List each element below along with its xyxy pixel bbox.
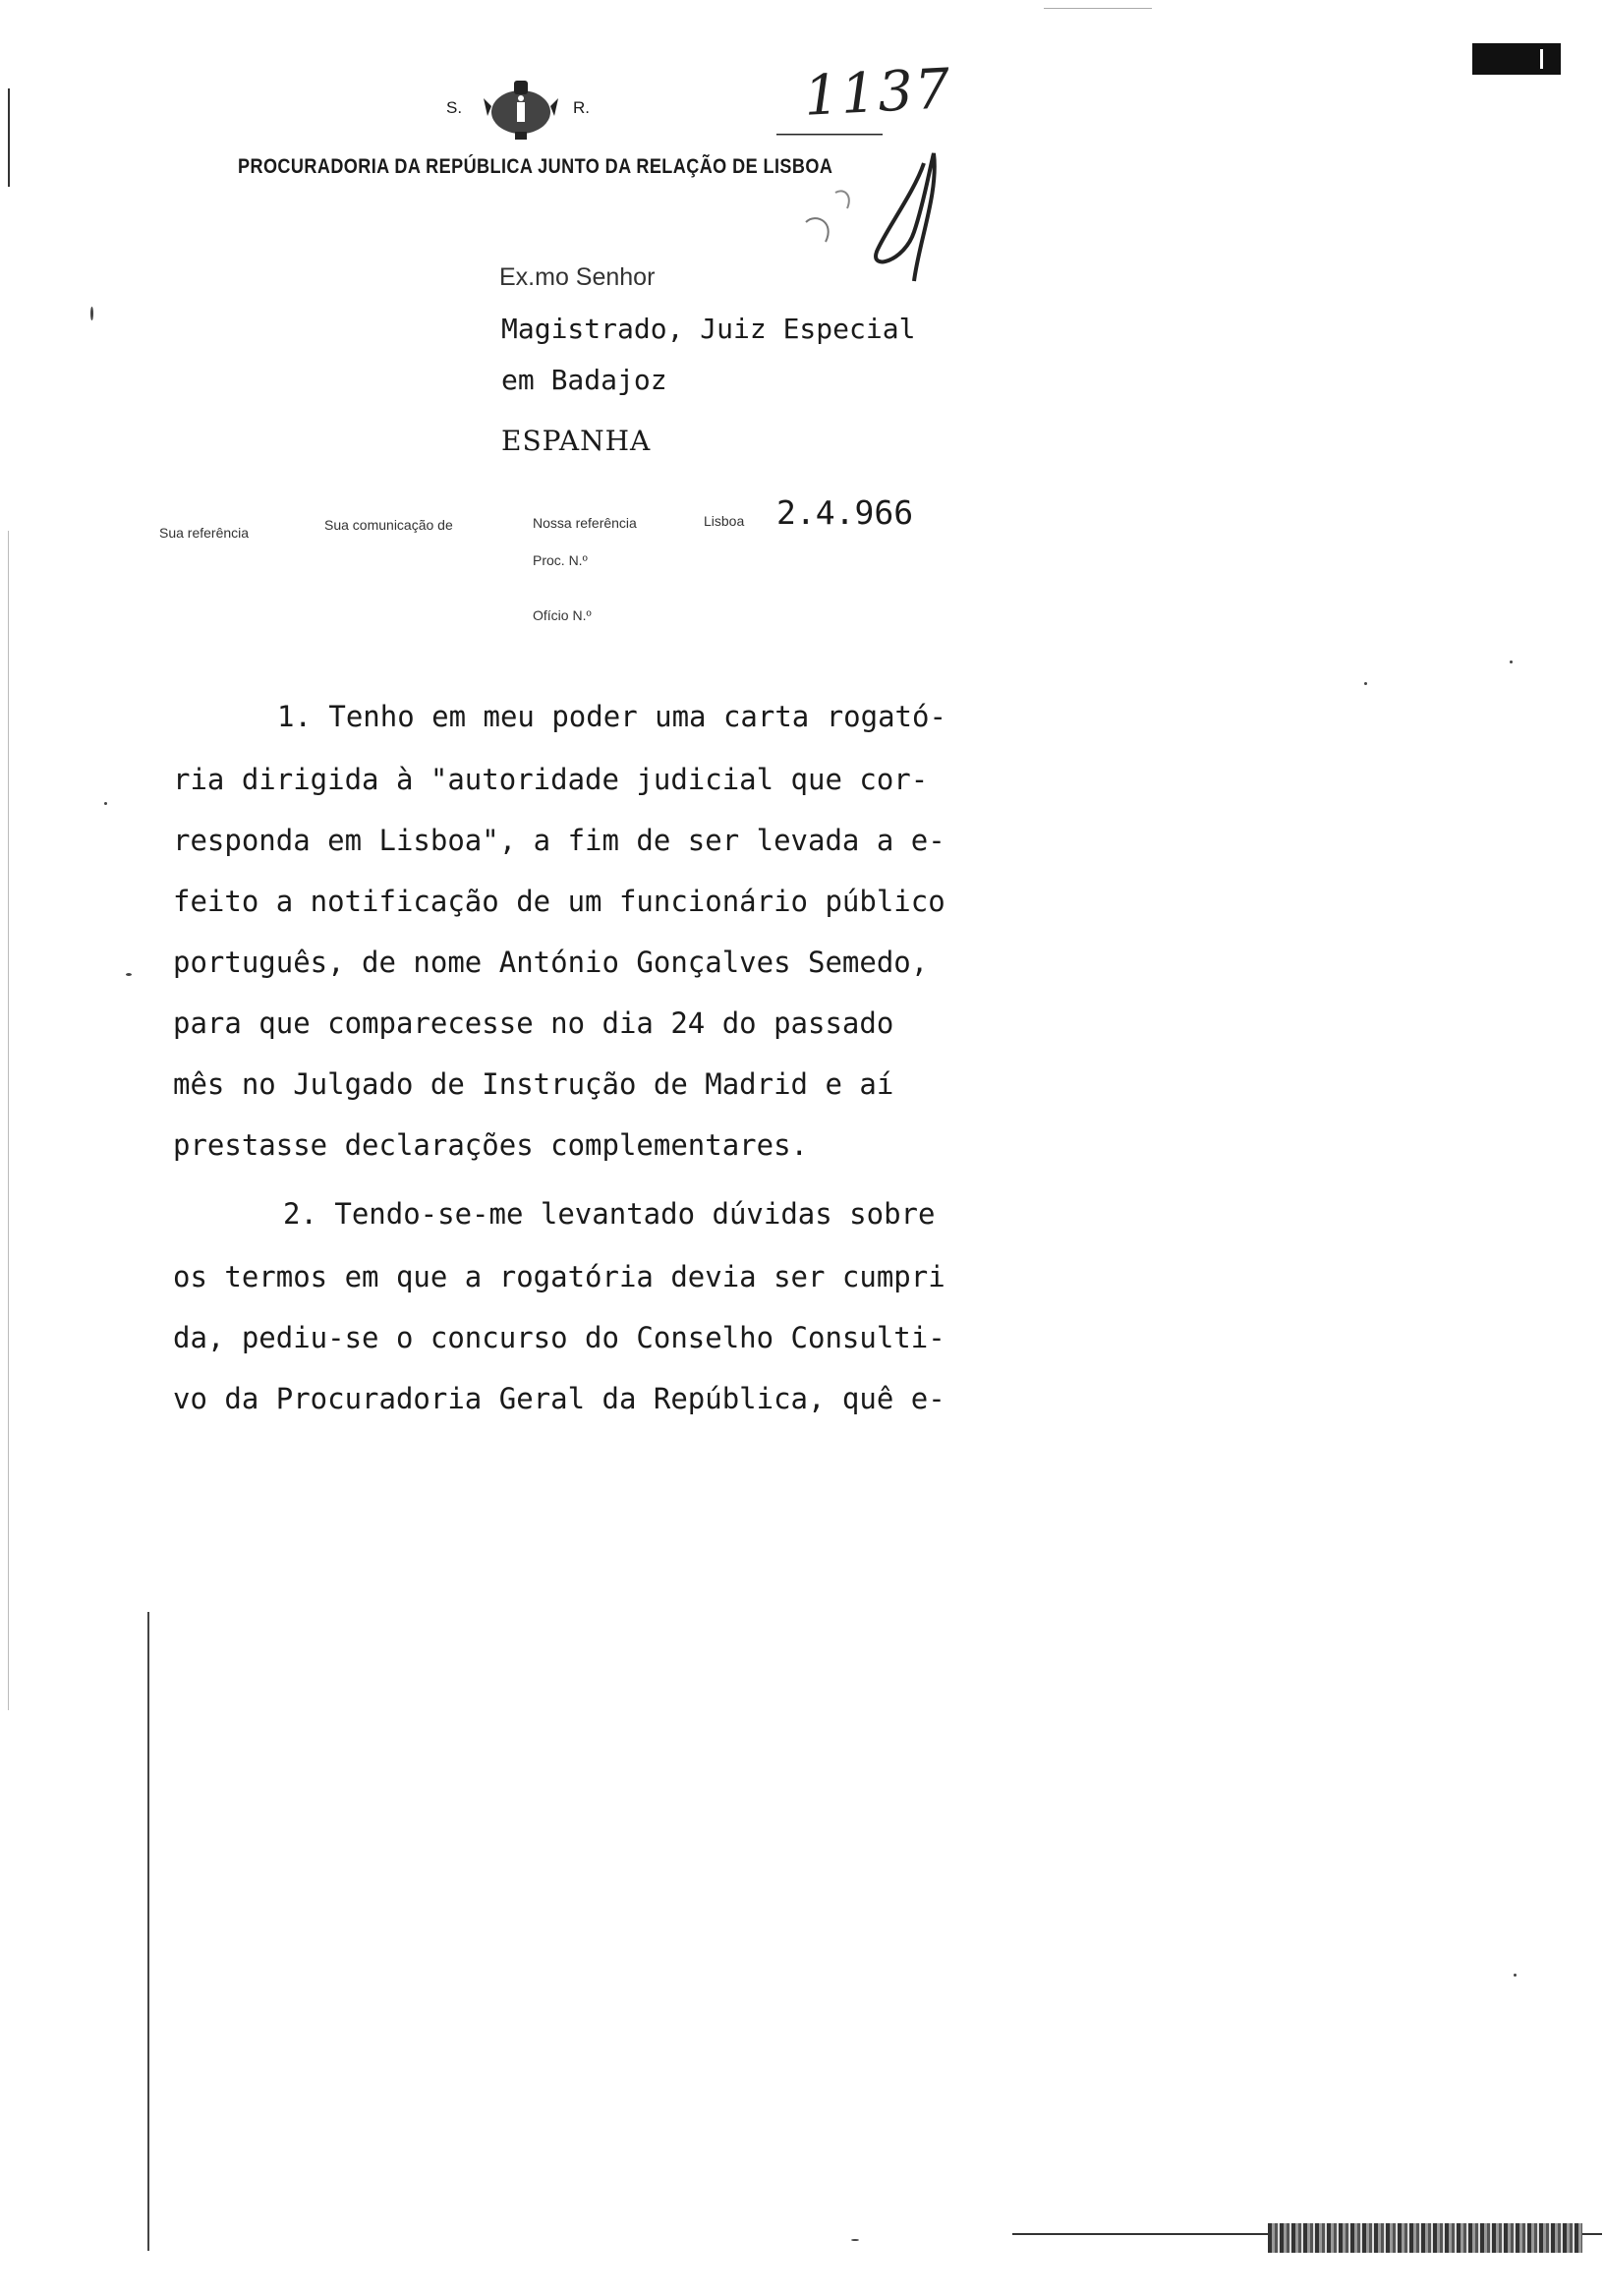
nossa-referencia-label: Nossa referência bbox=[533, 515, 637, 531]
scan-bottom-noise bbox=[1268, 2223, 1582, 2253]
scan-speck bbox=[1364, 682, 1367, 685]
scan-edge-line bbox=[8, 531, 9, 1710]
addressee-line-2: em Badajoz bbox=[501, 364, 667, 396]
sua-referencia-label: Sua referência bbox=[159, 525, 250, 541]
body-line: prestasse declarações complementares. bbox=[173, 1128, 809, 1162]
office-name-heading: PROCURADORIA DA REPÚBLICA JUNTO DA RELAÇÃO DE LISBOA bbox=[238, 155, 833, 178]
letter-date: 2.4.966 bbox=[776, 493, 914, 532]
scan-speck bbox=[1514, 1974, 1517, 1977]
body-line: os termos em que a rogatória devia ser cumpri bbox=[173, 1260, 945, 1293]
body-line: português, de nome António Gonçalves Semedo, bbox=[173, 946, 929, 979]
body-line: mês no Julgado de Instrução de Madrid e aí bbox=[173, 1067, 894, 1101]
letterhead-left-letter: S. bbox=[446, 98, 463, 117]
body-line: 2. Tendo-se-me levantado dúvidas sobre bbox=[283, 1197, 936, 1231]
proc-number-label: Proc. N.º bbox=[533, 552, 588, 568]
body-line: da, pediu-se o concurso do Conselho Consulti- bbox=[173, 1321, 945, 1354]
handwritten-initials-icon bbox=[767, 134, 963, 301]
salutation: Ex.mo Senhor bbox=[499, 263, 656, 291]
body-line: vo da Procuradoria Geral da República, quê e- bbox=[173, 1382, 945, 1415]
letterhead-right-letter: R. bbox=[573, 98, 590, 117]
body-line: ria dirigida à "autoridade judicial que cor- bbox=[173, 763, 929, 796]
lisboa-label: Lisboa bbox=[704, 513, 745, 529]
scan-corner-mark bbox=[1472, 43, 1561, 75]
addressee-line-1: Magistrado, Juiz Especial bbox=[501, 313, 916, 345]
scan-speck bbox=[90, 307, 93, 320]
body-line: 1. Tenho em meu poder uma carta rogató- bbox=[277, 700, 946, 733]
handwritten-page-number: 1137 bbox=[802, 57, 954, 129]
scan-top-line bbox=[1044, 8, 1152, 9]
scan-speck bbox=[1510, 660, 1513, 663]
body-line: para que comparecesse no dia 24 do passado bbox=[173, 1006, 894, 1040]
scan-speck bbox=[126, 973, 132, 976]
scan-edge-line bbox=[147, 1612, 149, 2251]
body-line: feito a notificação de um funcionário público bbox=[173, 885, 945, 918]
scan-speck bbox=[851, 2239, 859, 2241]
coat-of-arms-emblem-icon bbox=[482, 77, 560, 142]
body-line: responda em Lisboa", a fim de ser levada a e- bbox=[173, 824, 945, 857]
scan-edge-line bbox=[8, 88, 10, 187]
scan-speck bbox=[104, 802, 107, 805]
addressee-line-3: ESPANHA bbox=[501, 425, 652, 457]
oficio-number-label: Ofício N.º bbox=[533, 607, 592, 623]
sua-comunicacao-label: Sua comunicação de bbox=[324, 517, 453, 533]
